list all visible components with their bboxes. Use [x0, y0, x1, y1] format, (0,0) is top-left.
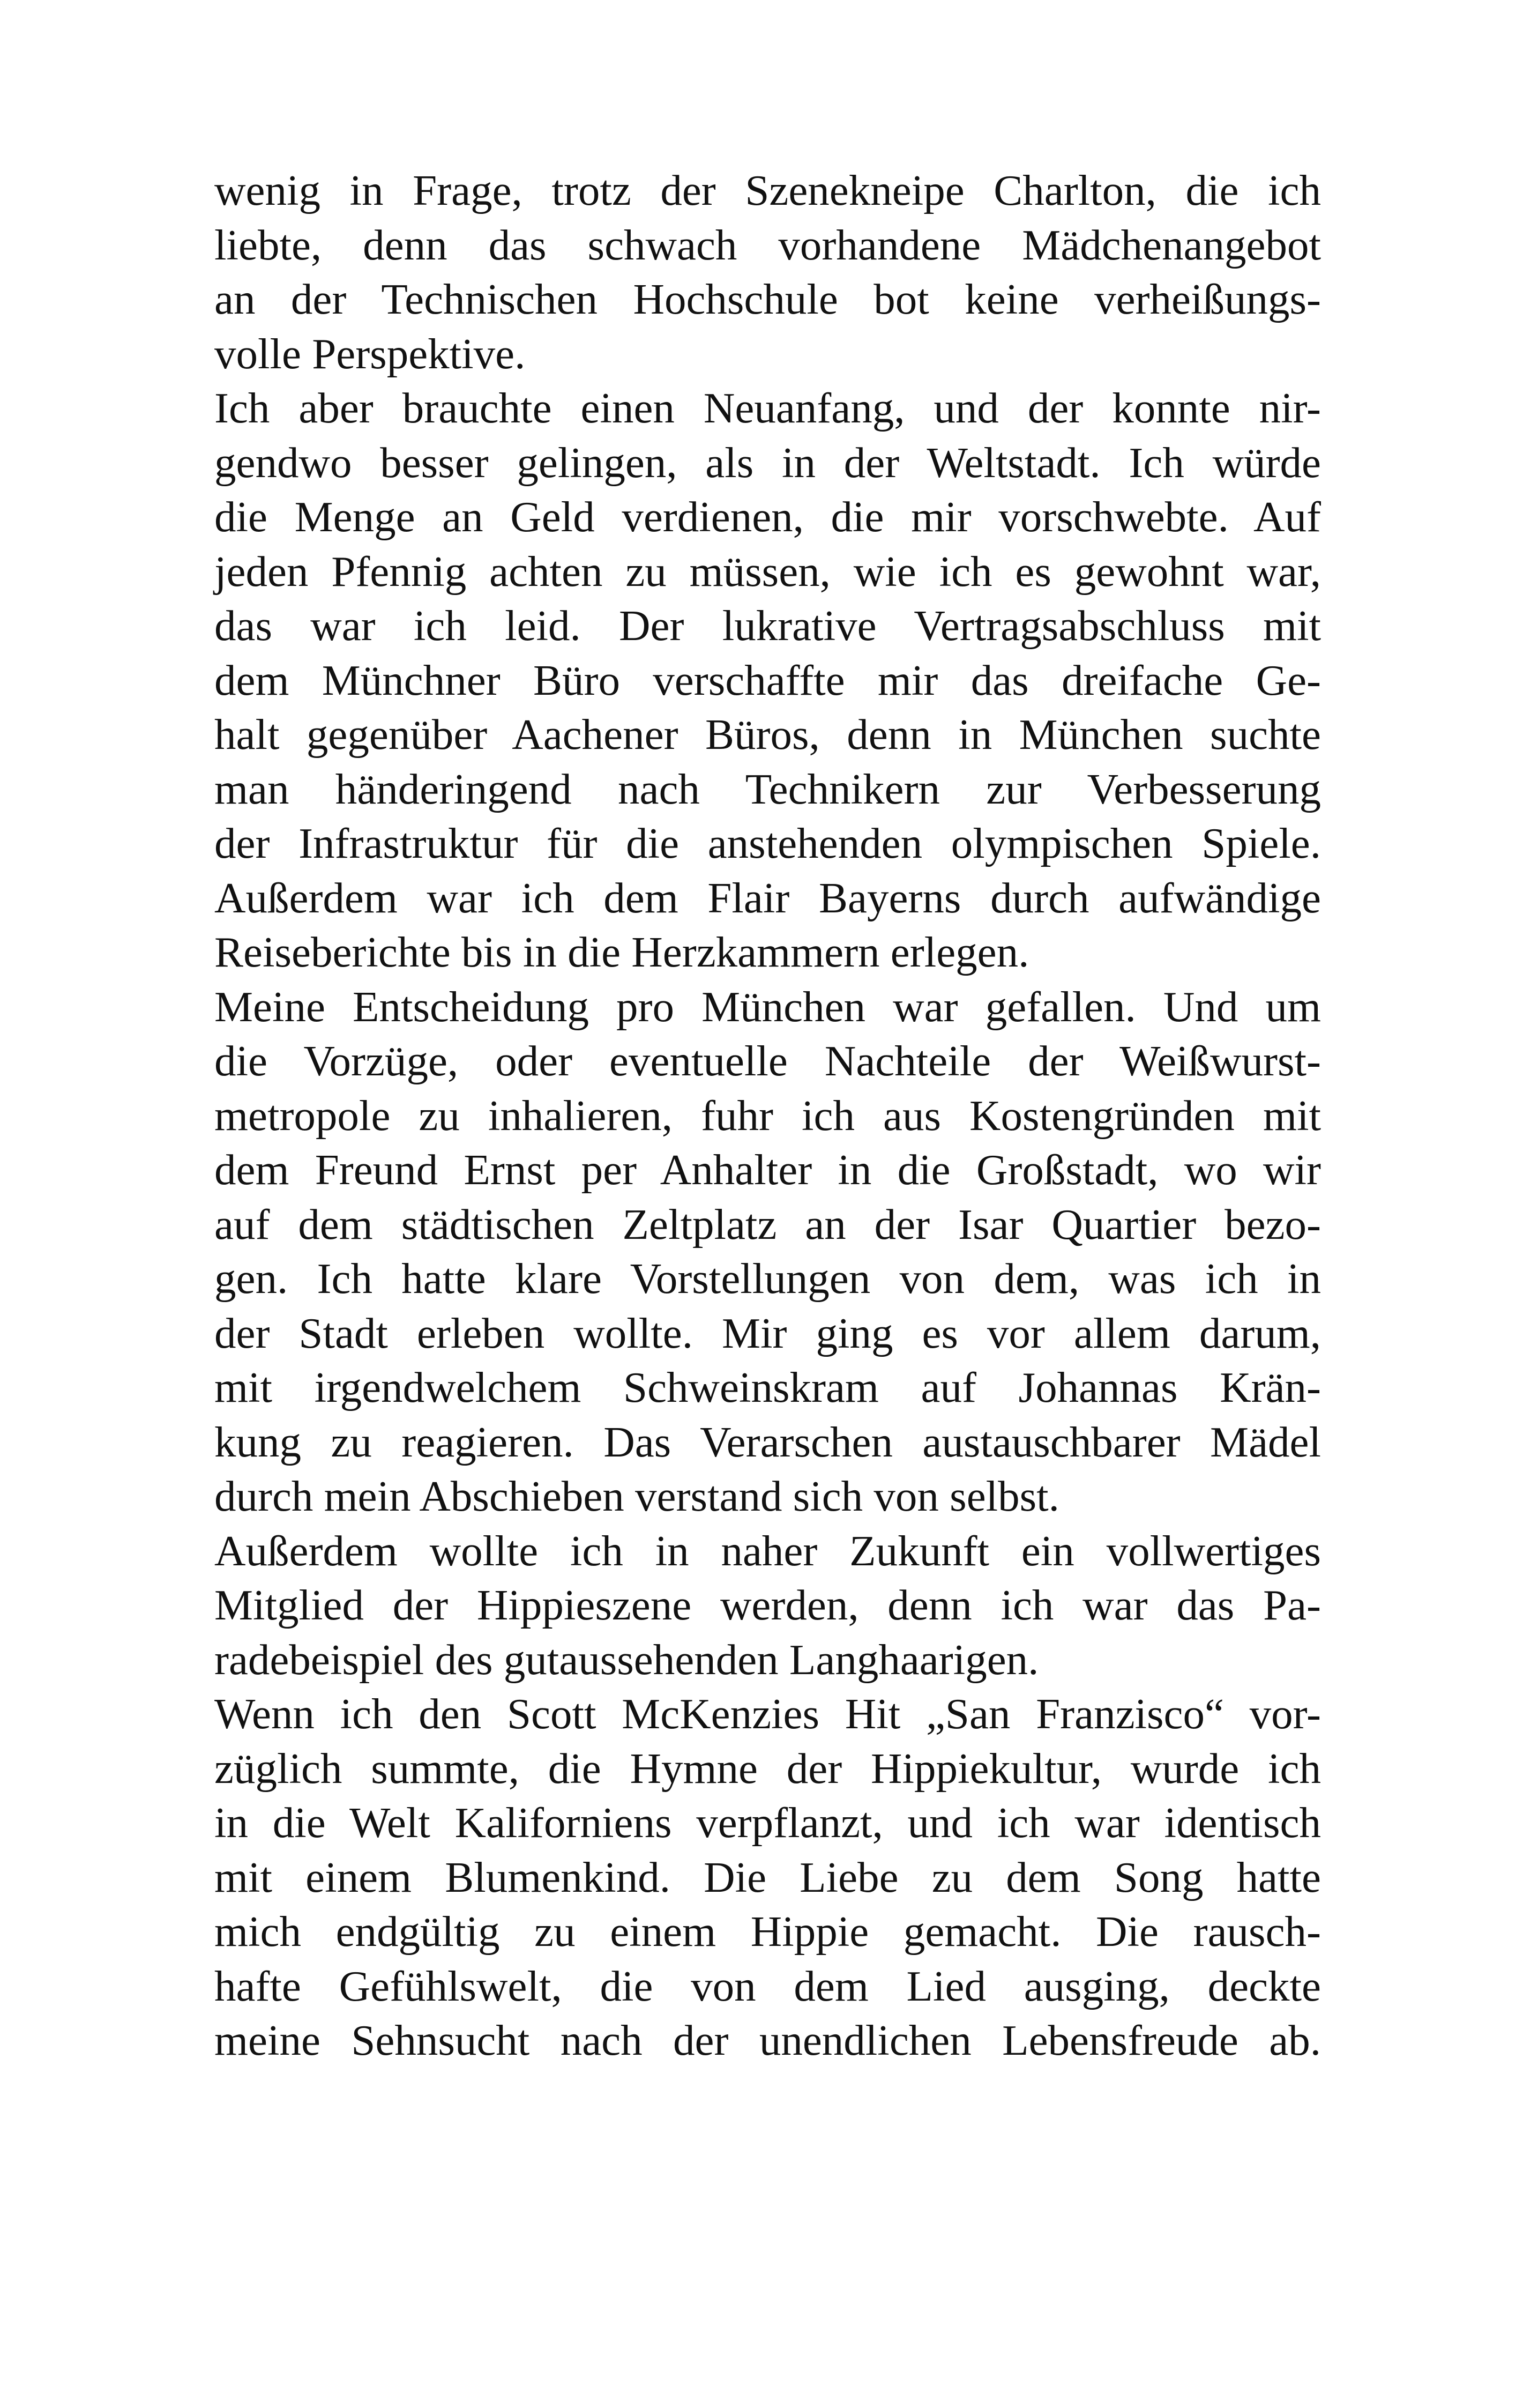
text-line: man händeringend nach Technikern zur Verbesserung	[214, 764, 1321, 813]
text-line: gen. Ich hatte klare Vorstellungen von dem, was ich in	[214, 1254, 1321, 1303]
text-line: gendwo besser gelingen, als in der Weltstadt. Ich würde	[214, 438, 1321, 487]
text-line: in die Welt Kaliforniens verpflanzt, und ich war identisch	[214, 1798, 1321, 1847]
text-line: halt gegenüber Aachener Büros, denn in München suchte	[214, 710, 1321, 759]
text-line: liebte, denn das schwach vorhandene Mädchenangebot	[214, 220, 1321, 269]
text-line: Meine Entscheidung pro München war gefallen. Und um	[214, 982, 1321, 1031]
text-line: Außerdem wollte ich in naher Zukunft ein vollwertiges	[214, 1526, 1321, 1575]
text-line: radebeispiel des gutaussehenden Langhaarigen.	[214, 1635, 1039, 1684]
text-line: jeden Pfennig achten zu müssen, wie ich es gewohnt war,	[214, 547, 1321, 596]
text-line: die Vorzüge, oder eventuelle Nachteile der Weißwurst-	[214, 1037, 1321, 1085]
text-line: an der Technischen Hochschule bot keine verheißungs-	[214, 275, 1321, 323]
text-line: Wenn ich den Scott McKenzies Hit „San Franzisco“ vor-	[214, 1690, 1321, 1738]
text-line: dem Freund Ernst per Anhalter in die Großstadt, wo wir	[214, 1146, 1321, 1194]
text-line: volle Perspektive.	[214, 329, 526, 378]
text-line: auf dem städtischen Zeltplatz an der Isar Quartier bezo-	[214, 1200, 1321, 1248]
text-line: mit irgendwelchem Schweinskram auf Johannas Krän-	[214, 1363, 1321, 1411]
text-line: der Stadt erleben wollte. Mir ging es vor allem darum,	[214, 1309, 1321, 1357]
body-text	[214, 163, 1321, 2068]
text-line: meine Sehnsucht nach der unendlichen Lebensfreude ab.	[214, 2016, 1321, 2064]
text-line: Außerdem war ich dem Flair Bayerns durch aufwändige	[214, 873, 1321, 922]
text-line: wenig in Frage, trotz der Szenekneipe Charlton, die ich	[214, 166, 1321, 214]
text-line: züglich summte, die Hymne der Hippiekultur, wurde ich	[214, 1744, 1321, 1793]
text-line: durch mein Abschieben verstand sich von selbst.	[214, 1472, 1059, 1520]
text-line: mich endgültig zu einem Hippie gemacht. Die rausch-	[214, 1907, 1321, 1956]
text-line: Reiseberichte bis in die Herzkammern erlegen.	[214, 928, 1029, 976]
text-line: metropole zu inhalieren, fuhr ich aus Kostengründen mit	[214, 1091, 1321, 1140]
text-line: dem Münchner Büro verschaffte mir das dreifache Ge-	[214, 656, 1321, 704]
text-line: Ich aber brauchte einen Neuanfang, und der konnte nir-	[214, 384, 1321, 432]
text-line: kung zu reagieren. Das Verarschen austauschbarer Mädel	[214, 1417, 1321, 1466]
text-line: mit einem Blumenkind. Die Liebe zu dem Song hatte	[214, 1853, 1321, 1901]
text-line: der Infrastruktur für die anstehenden olympischen Spiele.	[214, 819, 1321, 867]
text-line: hafte Gefühlswelt, die von dem Lied ausging, deckte	[214, 1961, 1321, 2010]
text-line: Mitglied der Hippieszene werden, denn ich war das Pa-	[214, 1581, 1321, 1629]
text-line: die Menge an Geld verdienen, die mir vorschwebte. Auf	[214, 493, 1321, 541]
text-line: das war ich leid. Der lukrative Vertragsabschluss mit	[214, 601, 1321, 650]
